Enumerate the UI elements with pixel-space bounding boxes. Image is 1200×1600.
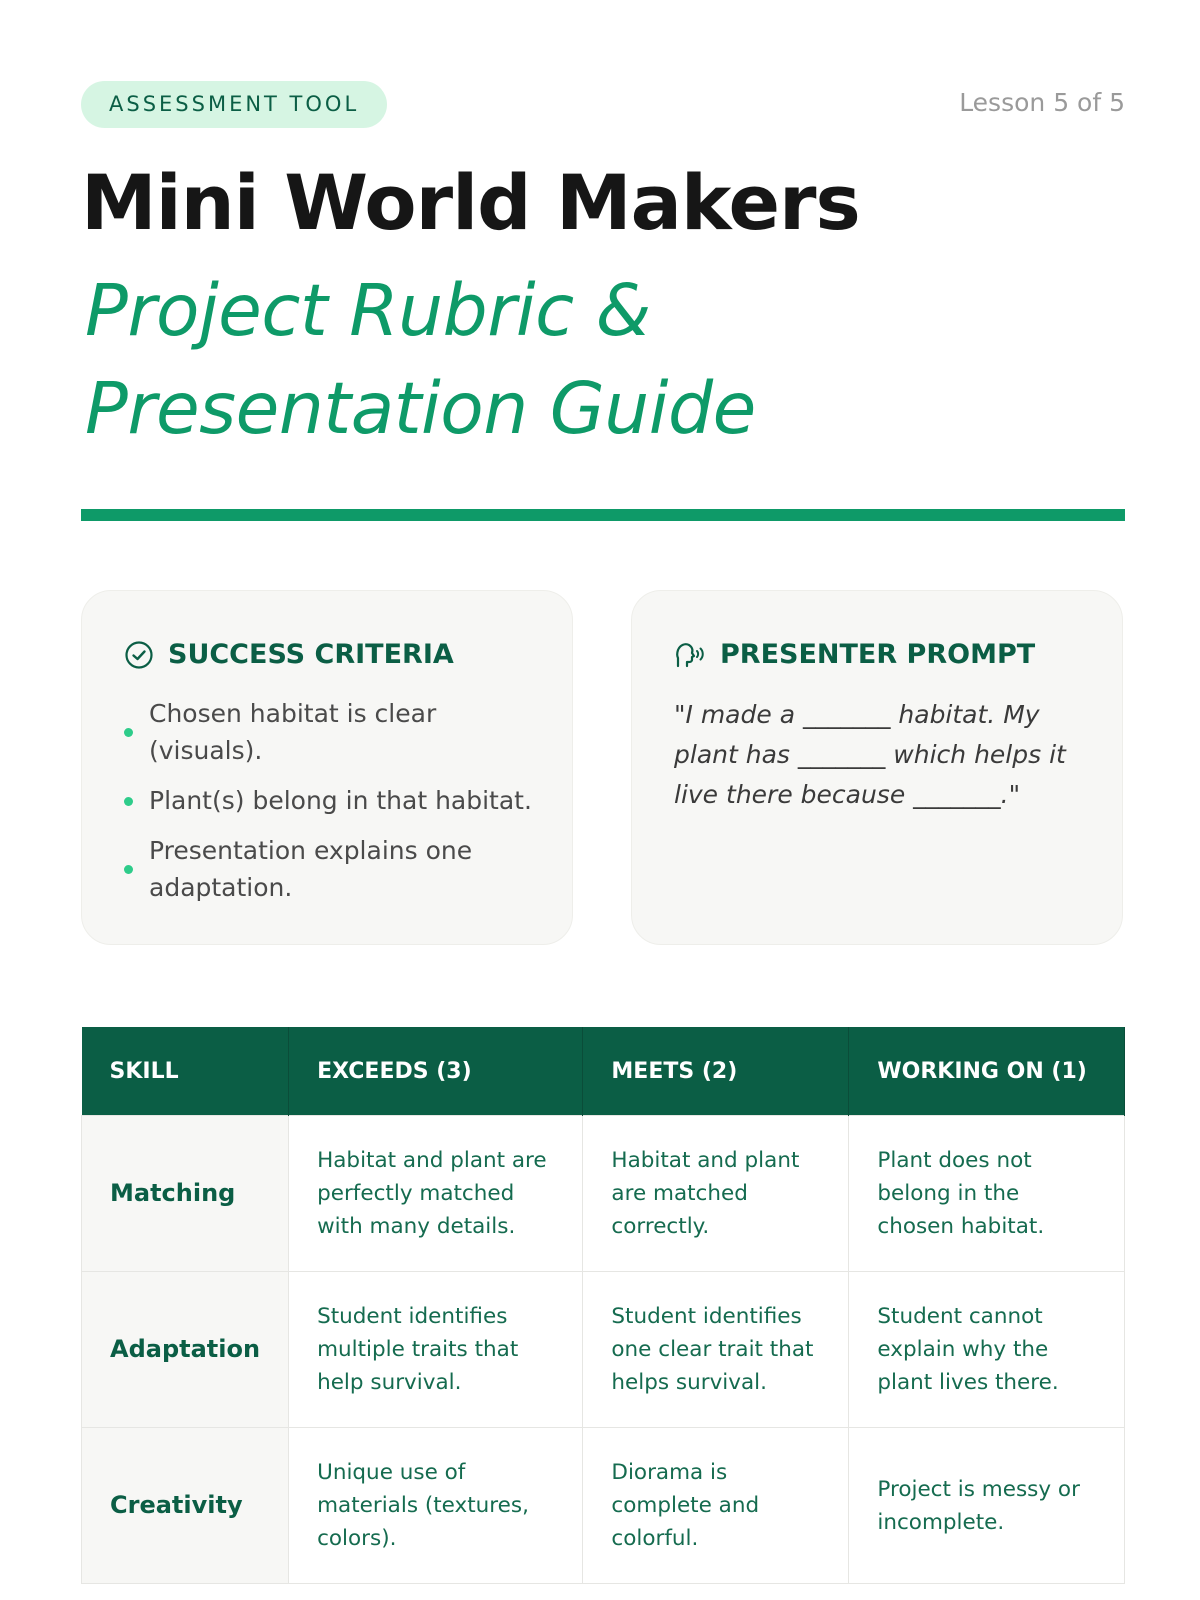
meets-cell: Diorama is complete and colorful. [583,1428,849,1584]
exceeds-cell: Unique use of materials (textures, colors). [289,1428,583,1584]
speaking-head-icon [674,640,706,670]
meets-cell: Student identifies one clear trait that helps survival. [583,1272,849,1428]
header-skill: SKILL [82,1027,289,1116]
criteria-item [124,695,544,769]
presenter-prompt-heading [674,639,1035,670]
header-meets: MEETS (2) [583,1027,849,1116]
header-working-on: WORKING ON (1) [849,1027,1125,1116]
criteria-item-text: Presentation explains one adaptation. [149,836,473,902]
criteria-item [124,832,544,906]
presenter-prompt-text: "I made a _______ habitat. My plant has _______ which helps it live there because _______." [674,700,1066,809]
header-divider [81,509,1125,521]
success-criteria-heading [124,639,454,670]
exceeds-cell: Habitat and plant are perfectly matched with many details. [289,1116,583,1272]
subtitle-line-1: Project Rubric & [85,269,651,352]
presenter-prompt-title: PRESENTER PROMPT [720,639,1036,670]
skill-cell: Adaptation [82,1272,289,1428]
working-on-cell: Project is messy or incomplete. [849,1428,1125,1584]
success-criteria-card [81,590,573,945]
criteria-item [124,782,544,819]
exceeds-cell: Student identifies multiple traits that help survival. [289,1272,583,1428]
working-on-cell: Student cannot explain why the plant lives there. [849,1272,1125,1428]
criteria-item-text: Chosen habitat is clear (visuals). [149,699,437,765]
table-row [82,1116,1125,1272]
success-criteria-title: SUCCESS CRITERIA [168,639,454,670]
page-subtitle [85,262,756,458]
rubric-header-row [82,1027,1125,1116]
skill-cell: Creativity [82,1428,289,1584]
bullet-dot [124,728,133,737]
table-row [82,1428,1125,1584]
criteria-list [124,695,544,919]
skill-cell: Matching [82,1116,289,1272]
meets-cell: Habitat and plant are matched correctly. [583,1116,849,1272]
criteria-item-text: Plant(s) belong in that habitat. [149,786,532,815]
header-exceeds: EXCEEDS (3) [289,1027,583,1116]
subtitle-line-2: Presentation Guide [85,367,756,450]
bullet-dot [124,865,133,874]
lesson-counter: Lesson 5 of 5 [959,88,1125,117]
check-circle-icon [124,640,154,670]
assessment-badge: ASSESSMENT TOOL [81,81,387,128]
table-row [82,1272,1125,1428]
presenter-prompt-card [631,590,1123,945]
rubric-table [81,1027,1125,1584]
page-title: Mini World Makers [81,158,860,247]
working-on-cell: Plant does not belong in the chosen habitat. [849,1116,1125,1272]
bullet-dot [124,797,133,806]
